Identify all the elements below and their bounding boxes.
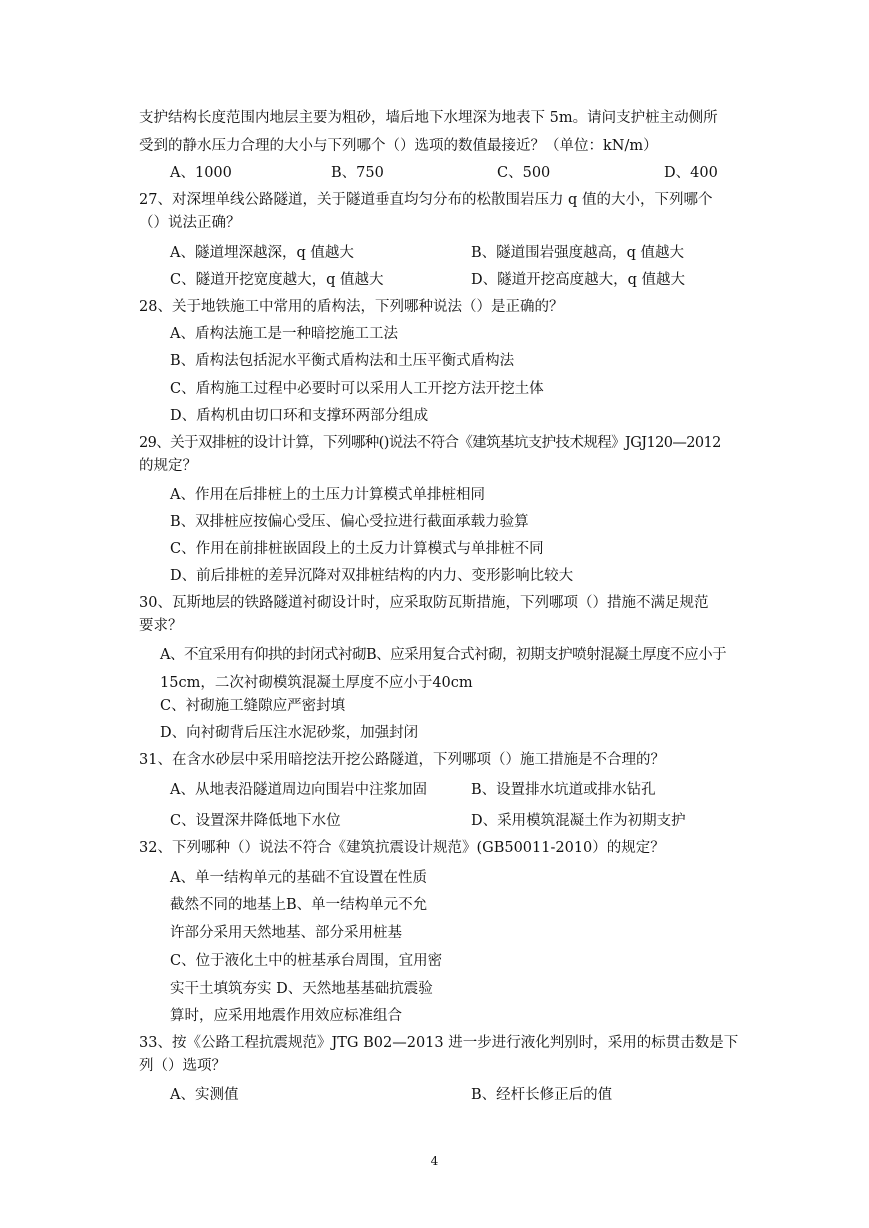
question-stem: 要求？ [139,618,183,634]
option-b-continued: 15cm，二次衬砌模筑混凝土厚度不应小于40cm [160,675,473,691]
option-a: A、隧道埋深越深，q 值越大 [170,245,354,261]
option-d: D、盾构机由切口环和支撑环两部分组成 [170,408,429,424]
option-line: C、位于液化土中的桩基承台周围，宜用密 [170,953,443,969]
option-a: A、实测值 [170,1087,239,1103]
question-stem: 29、关于双排桩的设计计算，下列哪种()说法不符合《建筑基坑支护技术规程》JGJ120—2012 [139,435,721,451]
option-d: D、采用模筑混凝土作为初期支护 [471,813,686,829]
option-c: C、作用在前排桩嵌固段上的土反力计算模式与单排桩不同 [170,541,544,557]
option-a: A、作用在后排桩上的土压力计算模式单排桩相同 [170,487,485,503]
paragraph-line: 支护结构长度范围内地层主要为粗砂，墙后地下水埋深为地表下 5m。请问支护桩主动侧所 [139,110,718,126]
question-stem: （）说法正确？ [139,215,241,231]
option-a: A、从地表沿隧道周边向围岩中注浆加固 [170,782,427,798]
option-b: B、设置排水坑道或排水钻孔 [471,782,656,798]
question-stem: 31、在含水砂层中采用暗挖法开挖公路隧道，下列哪项（）施工措施是不合理的？ [139,752,665,768]
question-stem: 27、对深埋单线公路隧道，关于隧道垂直均匀分布的松散围岩压力 q 值的大小，下列哪个 [139,192,713,208]
option-line: 截然不同的地基上B、单一结构单元不允 [170,897,428,913]
option-c: C、500 [497,165,551,181]
option-line: 实干土填筑夯实 D、天然地基基础抗震验 [170,981,433,997]
question-stem: 28、关于地铁施工中常用的盾构法，下列哪种说法（）是正确的？ [139,299,564,315]
question-stem: 32、下列哪种（）说法不符合《建筑抗震设计规范》(GB50011-2010）的规定？ [139,840,665,856]
page-number: 4 [430,1154,439,1168]
option-a: A、1000 [170,165,232,181]
option-d: D、400 [664,165,718,181]
question-stem: 30、瓦斯地层的铁路隧道衬砌设计时，应采取防瓦斯措施，下列哪项（）措施不满足规范 [139,595,709,611]
paragraph-line: 受到的静水压力合理的大小与下列哪个（）选项的数值最接近？（单位：kN/m） [139,138,658,154]
option-b: B、双排桩应按偏心受压、偏心受拉进行截面承载力验算 [170,514,529,530]
option-a: A、盾构法施工是一种暗挖施工工法 [170,326,398,342]
option-c: C、隧道开挖宽度越大，q 值越大 [170,272,384,288]
option-line: A、单一结构单元的基础不宜设置在性质 [170,870,427,886]
option-d: D、隧道开挖高度越大，q 值越大 [471,272,686,288]
option-b: B、隧道围岩强度越高，q 值越大 [471,245,685,261]
option-b: B、经杆长修正后的值 [471,1087,613,1103]
question-stem: 33、按《公路工程抗震规范》JTG B02—2013 进一步进行液化判别时，采用的标贯击数是下 [139,1035,739,1051]
option-line: 许部分采用天然地基、部分采用桩基 [170,925,402,941]
question-stem: 的规定？ [139,458,197,474]
option-b: B、750 [331,165,384,181]
option-c: C、盾构施工过程中必要时可以采用人工开挖方法开挖土体 [170,381,544,397]
option-c: C、衬砌施工缝隙应严密封填 [160,698,346,714]
option-d: D、前后排桩的差异沉降对双排桩结构的内力、变形影响比较大 [170,568,574,584]
option-a-b: A、不宜采用有仰拱的封闭式衬砌B、应采用复合式衬砌，初期支护喷射混凝土厚度不应小于 [160,647,727,663]
option-b: B、盾构法包括泥水平衡式盾构法和土压平衡式盾构法 [170,353,515,369]
option-d: D、向衬砌背后压注水泥砂浆，加强封闭 [160,725,419,741]
question-stem: 列（）选项？ [139,1058,226,1074]
option-line: 算时，应采用地震作用效应标准组合 [170,1008,402,1024]
option-c: C、设置深井降低地下水位 [170,813,341,829]
